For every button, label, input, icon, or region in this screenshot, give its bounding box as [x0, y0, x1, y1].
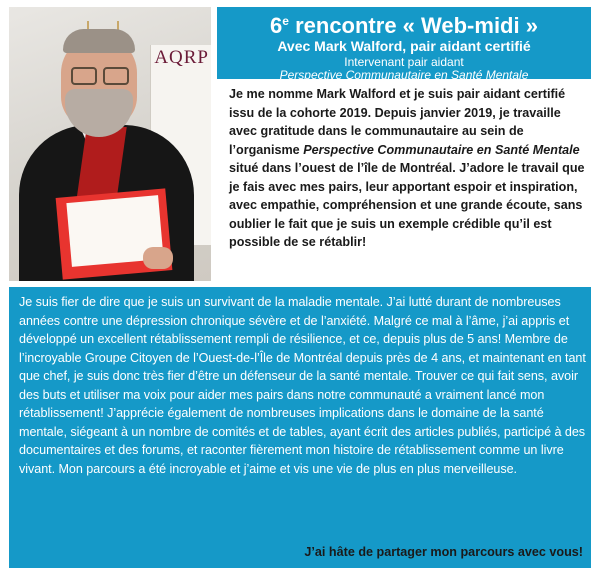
hair [63, 29, 135, 53]
closing-line: J’ai hâte de partager mon parcours avec vous! [304, 545, 583, 559]
glasses-left-lens [71, 67, 97, 85]
event-subtitle: Avec Mark Walford, pair aidant certifié [277, 38, 531, 54]
event-number-suffix: e [282, 14, 289, 28]
intro-organization: Perspective Communautaire en Santé Mentale [303, 142, 580, 157]
intro-text-part1: Je me nomme Mark Walford et je suis pair aidant certifié issu de la cohorte 2019. Depuis janvier 2019, je travaille avec gratitude dans le communautaire au sein de l’organisme [229, 87, 566, 157]
intro-text-part2: situé dans l’ouest de l’île de Montréal. J’adore le travail que je fais avec mes pairs, leur apportant espoir et inspiration, avec empathie, compréhension et une grande écoute, sans oublier le fait que je suis un exemple crédible qu’il est possible de se rétablir! [229, 161, 585, 249]
hand [143, 247, 173, 269]
biography-box [9, 287, 591, 568]
aqrp-logo-text: AQRP [154, 47, 209, 68]
speaker-role: Intervenant pair aidant [344, 55, 464, 69]
glasses-right-lens [103, 67, 129, 85]
event-title [217, 9, 591, 38]
event-header [217, 7, 591, 82]
speaker-organization: Perspective Communautaire en Santé Mentale [279, 68, 529, 82]
event-number: 6 [270, 13, 283, 38]
intro-paragraph [229, 85, 587, 252]
event-title-text: rencontre « Web-midi » [288, 13, 538, 38]
biography-text: Je suis fier de dire que je suis un survivant de la maladie mentale. J’ai lutté durant de nombreuses années contre une dépression chronique sévère et de l’anxiété. Malgré ce mal à l’âme, j’ai appris et développé un excellent rétablissement rempli de résilience, et ce, depuis plus de 5 ans! Membre de l’incroyable Groupe Citoyen de l’Ouest-de-l’Île de Montréal depuis près de 4 ans, et maintenant en tant que chef, je suis donc très fier d’être un défenseur de la santé mentale. Trouver ce qui fait sens, avoir des buts et utiliser ma voix pour aider mes pairs dans notre communauté a vraiment lancé mon rétablissement! J’apprécie également de nombreuses implications dans le domaine de la santé mentale, siégeant à un nombre de comités et de tables, ayant écrit des articles publiés, participé à des documentaires et des forums, et raconter fièrement mon histoire de rétablissement comme un livre vivant. Mon parcours a été incroyable et j’aime et vis une vie de plus en plus merveilleuse. [19, 295, 586, 476]
portrait-photo [9, 7, 211, 281]
